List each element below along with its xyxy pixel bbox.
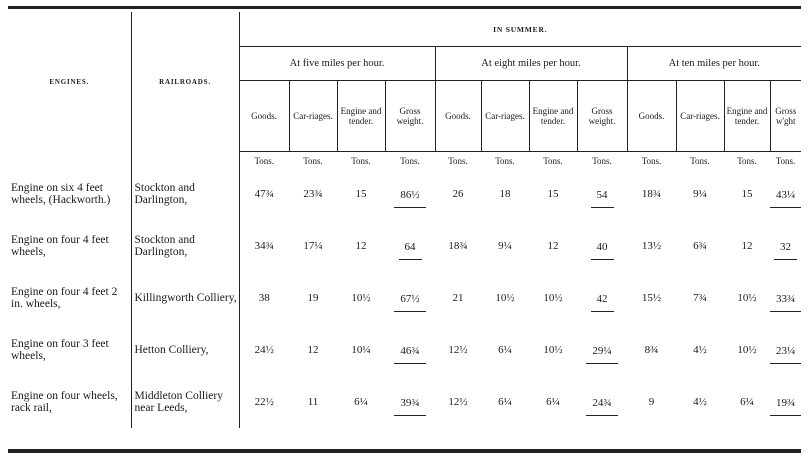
- table-row: [8, 272, 801, 324]
- engine-cell: Engine on four 3 feet wheels,: [8, 324, 131, 376]
- gross-weight-cell: [770, 376, 801, 428]
- column-header: Engine and tender.: [724, 81, 770, 152]
- gross-weight-value: 54: [591, 189, 614, 208]
- table-row: [8, 220, 801, 272]
- top-rule: [8, 6, 801, 9]
- engines-header: ENGINES.: [8, 12, 131, 152]
- value-cell: 24½: [254, 344, 274, 356]
- summer-header: IN SUMMER.: [239, 12, 801, 47]
- gross-weight-cell: [577, 220, 627, 272]
- value-cell: 12½: [448, 344, 468, 356]
- value-cell: 18¾: [448, 240, 468, 252]
- value-cell: 21: [452, 292, 464, 304]
- value-cell: 10½: [543, 292, 563, 304]
- column-header: Engine and tender.: [337, 81, 385, 152]
- column-header: Gross weight.: [577, 81, 627, 152]
- value-cell: 23¾: [303, 188, 323, 200]
- value-cell: 6¼: [498, 344, 512, 356]
- value-cell: 18: [499, 188, 511, 200]
- value-cell: 10½: [543, 344, 563, 356]
- value-cell: 15: [355, 188, 367, 200]
- value-cell: 10½: [737, 344, 757, 356]
- unit-label: Tons.: [351, 156, 371, 166]
- unit-label: Tons.: [543, 156, 563, 166]
- value-cell: 15½: [641, 292, 662, 304]
- column-header: Car-riages.: [676, 81, 724, 152]
- gross-weight-value: 23¼: [770, 345, 801, 364]
- railroad-cell: Killingworth Colliery,: [131, 272, 239, 324]
- column-header: Goods.: [435, 81, 481, 152]
- value-cell: 38: [258, 292, 270, 304]
- column-header: Gross w'ght: [770, 81, 801, 152]
- gross-weight-value: 64: [399, 241, 422, 260]
- engine-cell: Engine on four 4 feet wheels,: [8, 220, 131, 272]
- value-cell: 12: [307, 344, 319, 356]
- railroad-cell: Stockton and Darlington,: [131, 168, 239, 220]
- unit-label: Tons.: [495, 156, 515, 166]
- gross-weight-cell: [385, 220, 435, 272]
- value-cell: 7¾: [693, 292, 707, 304]
- value-cell: 9¼: [693, 188, 707, 200]
- gross-weight-cell: [577, 376, 627, 428]
- unit-label: Tons.: [737, 156, 757, 166]
- gross-weight-value: 19¾: [770, 397, 801, 416]
- value-cell: 11: [307, 396, 319, 408]
- value-cell: 4½: [693, 344, 707, 356]
- gross-weight-cell: [577, 168, 627, 220]
- value-cell: 12: [355, 240, 367, 252]
- value-cell: 8¾: [644, 344, 659, 356]
- gross-weight-value: 46¾: [394, 345, 425, 364]
- value-cell: 10½: [351, 292, 371, 304]
- railroads-header: RAILROADS.: [131, 12, 239, 152]
- unit-label: Tons.: [303, 156, 323, 166]
- column-header: Goods.: [627, 81, 676, 152]
- unit-label: Tons.: [592, 156, 612, 166]
- gross-weight-value: 32: [774, 241, 797, 260]
- value-cell: 22½: [254, 396, 274, 408]
- column-header: Gross weight.: [385, 81, 435, 152]
- value-cell: 9¼: [498, 240, 512, 252]
- unit-label: Tons.: [775, 156, 796, 166]
- value-cell: 6¼: [498, 396, 512, 408]
- unit-label: Tons.: [400, 156, 420, 166]
- table-row: [8, 324, 801, 376]
- gross-weight-value: 33¾: [770, 293, 801, 312]
- bottom-rule: [8, 449, 801, 453]
- gross-weight-cell: [770, 168, 801, 220]
- engine-cell: Engine on four 4 feet 2 in. wheels,: [8, 272, 131, 324]
- gross-weight-cell: [770, 324, 801, 376]
- table-row: [8, 376, 801, 428]
- gross-weight-cell: [385, 272, 435, 324]
- speed-header-five: At five miles per hour.: [239, 47, 435, 81]
- value-cell: 12: [547, 240, 559, 252]
- gross-weight-value: 24¾: [586, 397, 617, 416]
- gross-weight-cell: [385, 376, 435, 428]
- value-cell: 9: [648, 396, 655, 408]
- value-cell: 13½: [641, 240, 662, 252]
- value-cell: 10½: [737, 292, 757, 304]
- gross-weight-cell: [385, 324, 435, 376]
- value-cell: 15: [741, 188, 753, 200]
- gross-weight-cell: [577, 272, 627, 324]
- value-cell: 17¼: [303, 240, 323, 252]
- gross-weight-cell: [770, 220, 801, 272]
- gross-weight-cell: [770, 272, 801, 324]
- locomotive-performance-table: [8, 12, 801, 428]
- value-cell: 6¼: [354, 396, 368, 408]
- gross-weight-value: 40: [591, 241, 614, 260]
- value-cell: 10¼: [351, 344, 371, 356]
- value-cell: 18¾: [641, 188, 662, 200]
- gross-weight-cell: [577, 324, 627, 376]
- value-cell: 6¼: [740, 396, 754, 408]
- value-cell: 12½: [448, 396, 468, 408]
- unit-label: Tons.: [448, 156, 468, 166]
- unit-label: Tons.: [690, 156, 710, 166]
- engine-cell: Engine on four wheels, rack rail,: [8, 376, 131, 428]
- value-cell: 47¾: [254, 188, 274, 200]
- column-header: Engine and tender.: [529, 81, 577, 152]
- gross-weight-value: 86½: [394, 189, 425, 208]
- railroad-cell: Stockton and Darlington,: [131, 220, 239, 272]
- value-cell: 10½: [495, 292, 515, 304]
- gross-weight-value: 42: [591, 293, 614, 312]
- value-cell: 6¼: [546, 396, 560, 408]
- value-cell: 34¾: [254, 240, 274, 252]
- gross-weight-cell: [385, 168, 435, 220]
- gross-weight-value: 43¼: [770, 189, 801, 208]
- value-cell: 12: [741, 240, 753, 252]
- value-cell: 26: [452, 188, 464, 200]
- column-header: Goods.: [239, 81, 289, 152]
- column-header: Car-riages.: [289, 81, 337, 152]
- value-cell: 6¾: [693, 240, 707, 252]
- value-cell: 19: [307, 292, 319, 304]
- railroad-cell: Middleton Colliery near Leeds,: [131, 376, 239, 428]
- gross-weight-value: 39¾: [394, 397, 425, 416]
- speed-header-ten: At ten miles per hour.: [627, 47, 801, 81]
- unit-spacer: [8, 152, 131, 169]
- unit-label: Tons.: [641, 156, 662, 166]
- speed-header-eight: At eight miles per hour.: [435, 47, 627, 81]
- value-cell: 15: [547, 188, 559, 200]
- unit-spacer: [131, 152, 239, 169]
- column-header: Car-riages.: [481, 81, 529, 152]
- railroad-cell: Hetton Colliery,: [131, 324, 239, 376]
- table-row: [8, 168, 801, 220]
- gross-weight-value: 67½: [394, 293, 425, 312]
- value-cell: 4½: [693, 396, 707, 408]
- engine-cell: Engine on six 4 feet wheels, (Hackworth.): [8, 168, 131, 220]
- unit-label: Tons.: [254, 156, 275, 166]
- gross-weight-value: 29¼: [586, 345, 617, 364]
